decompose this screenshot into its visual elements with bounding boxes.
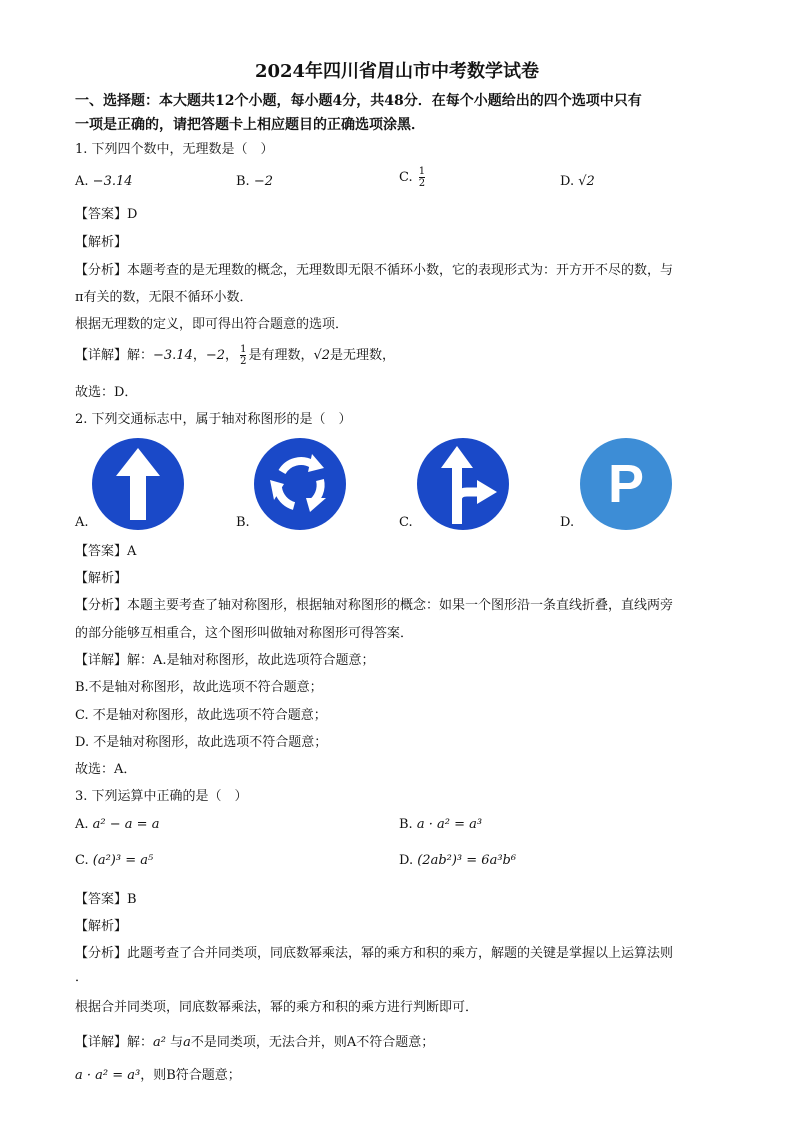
document-title: 2024年四川省眉山市中考数学试卷 [254, 61, 540, 82]
q1-option-c: C. $\frac{1}{2}$ [399, 166, 426, 189]
q2-detail-line1: 【详解】解：A.是轴对称图形，故此选项符合题意； [75, 653, 375, 668]
q1-analysis-label: 【解析】 [75, 235, 128, 250]
q1-option-a: A. −3.14 [75, 174, 133, 189]
q1-analysis-line2: π有关的数，无限不循环小数． [75, 290, 253, 305]
q2-analysis-line2: 的部分能够互相重合，这个图形叫做轴对称图形可得答案． [75, 626, 414, 641]
q3-analysis-line2: 根据合并同类项，同底数幂乘法，幂的乘方和积的乘方进行判断即可． [75, 1000, 479, 1015]
q3-analysis-line1: 【分析】此题考查了合并同类项，同底数幂乘法，幂的乘方和积的乘方，解题的关键是掌握以上运算法则 [75, 946, 674, 961]
q3-analysis-label: 【解析】 [75, 919, 128, 934]
q2-label-b: B. [236, 515, 250, 530]
q1-option-d: D. √2 [560, 174, 595, 189]
q1-stem: 1. 下列四个数中，无理数是（ ） [75, 142, 274, 157]
q2-detail-line4: D. 不是轴对称图形，故此选项不符合题意； [75, 735, 328, 750]
traffic-sign-roundabout [252, 436, 348, 532]
q2-label-d: D. [560, 515, 575, 530]
q1-answer: 【答案】D [75, 207, 138, 222]
q3-analysis-line1-cont: ． [75, 970, 89, 985]
q3-stem: 3. 下列运算中正确的是（ ） [75, 789, 248, 804]
q3-detail-line2: a · a² = a³，则B符合题意； [75, 1068, 241, 1083]
q2-analysis-label: 【解析】 [75, 571, 128, 586]
q1-analysis-line1: 【分析】本题考查的是无理数的概念，无理数即无限不循环小数，它的表现形式为：开方开不尽的数，与 [75, 263, 674, 278]
section-heading-line2: 一项是正确的，请把答题卡上相应题目的正确选项涂黑． [75, 117, 425, 133]
q2-detail-line3: C. 不是轴对称图形，故此选项不符合题意； [75, 708, 327, 723]
traffic-sign-parking [578, 436, 674, 532]
q3-answer: 【答案】B [75, 892, 137, 907]
q2-answer: 【答案】A [75, 544, 137, 559]
q1-analysis-line3: 根据无理数的定义，即可得出符合题意的选项． [75, 317, 349, 332]
q3-detail-line1: 【详解】解：a² 与a不是同类项，无法合并，则A不符合题意； [75, 1035, 435, 1050]
q1-option-b: B. −2 [236, 174, 273, 189]
q2-analysis-line1: 【分析】本题主要考查了轴对称图形，根据轴对称图形的概念：如果一个图形沿一条直线折叠，直线两旁 [75, 598, 674, 613]
q2-conclusion: 故选：A． [75, 762, 137, 777]
traffic-sign-straight-or-right [415, 436, 511, 532]
q3-option-b: B. a · a² = a³ [399, 817, 483, 832]
q2-stem: 2. 下列交通标志中，属于轴对称图形的是（ ） [75, 412, 352, 427]
q1-conclusion: 故选：D． [75, 385, 138, 400]
section-heading-line1: 一、选择题：本大题共12个小题，每小题4分，共48分．在每个小题给出的四个选项中只有 [75, 93, 642, 109]
parking-letter: P [607, 454, 645, 514]
q3-option-a: A. a² − a = a [75, 817, 160, 832]
q3-option-d: D. (2ab²)³ = 6a³b⁶ [399, 853, 517, 868]
q2-label-a: A. [75, 515, 89, 530]
q1-detail: 【详解】解：−3.14，−2， $\frac{1}{2}$ 是有理数，√2是无理数， [75, 344, 396, 367]
traffic-sign-straight-ahead [90, 436, 186, 532]
q2-label-c: C. [399, 515, 413, 530]
q2-detail-line2: B.不是轴对称图形，故此选项不符合题意； [75, 680, 323, 695]
q3-option-c: C. (a²)³ = a⁵ [75, 853, 154, 868]
